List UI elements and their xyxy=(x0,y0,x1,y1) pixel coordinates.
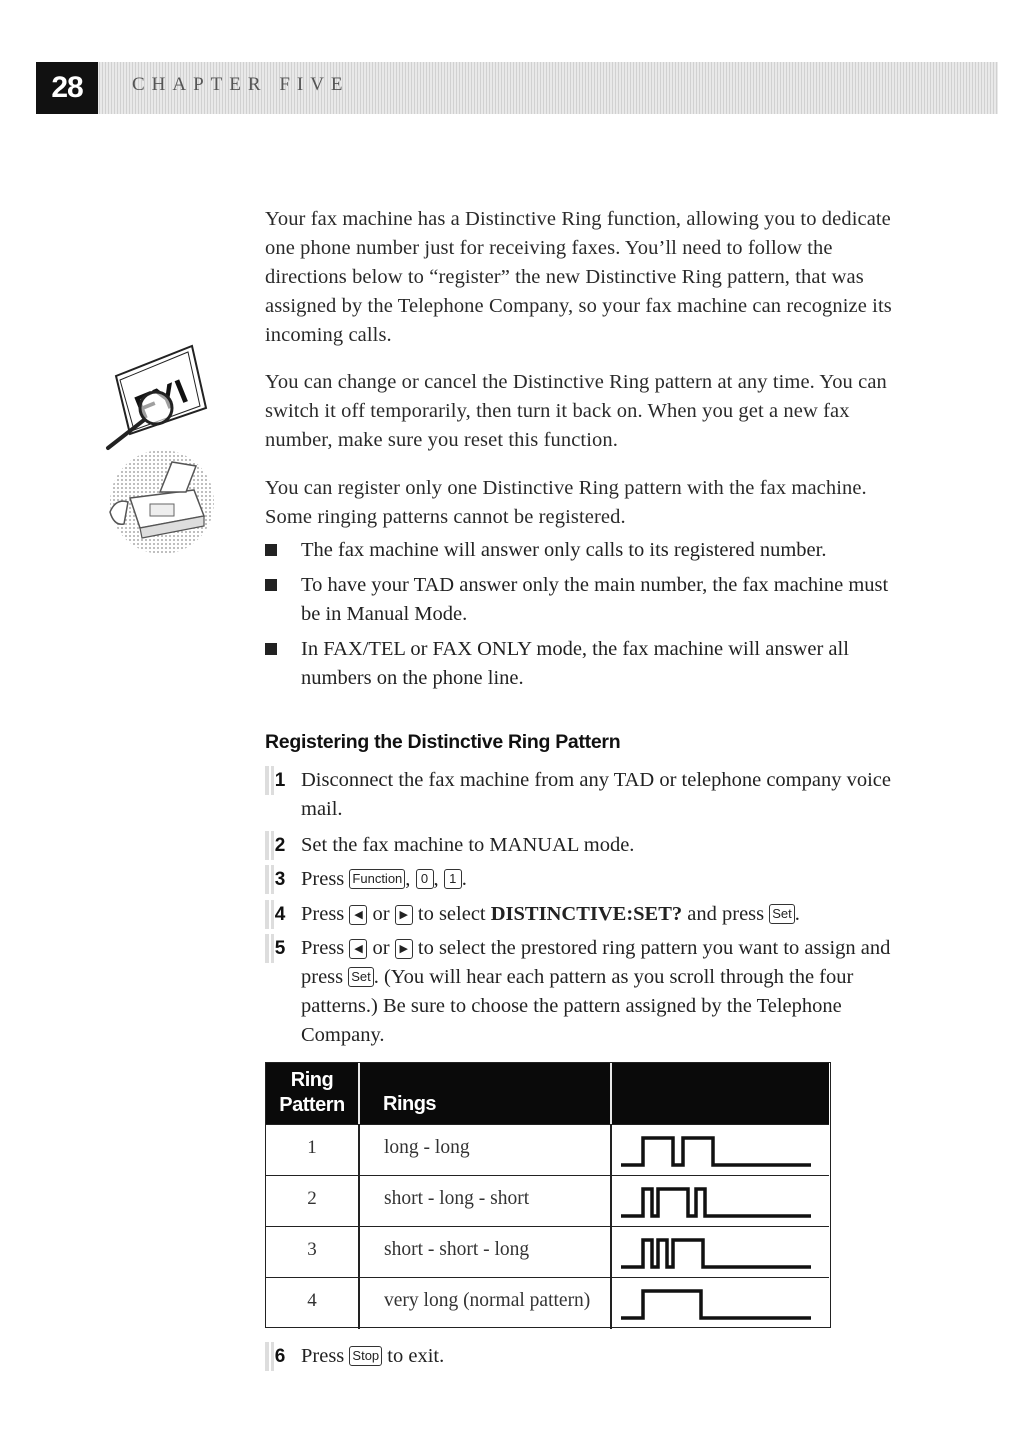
intro-paragraph: Your fax machine has a Distinctive Ring function, allowing you to dedicate one phone number just for receiving faxes. You’ll need to follow the directions below to “register” the new Distinctive Ring pattern, that was assigned by the Telephone Company, so your fax machine can recognize its incoming calls. xyxy=(265,208,892,346)
step-text: . (You will hear each pattern as you scroll through the four patterns.) Be sure to choose the pattern assigned by the Telephone Company. xyxy=(301,966,854,1046)
column-header-rings: Rings xyxy=(383,1093,437,1115)
step-number: 1 xyxy=(265,766,295,795)
column-header-pattern xyxy=(266,1068,358,1118)
ring-waveform-path xyxy=(621,1291,811,1318)
ring-waveform-path xyxy=(621,1240,811,1267)
ring-waveform-path xyxy=(621,1189,811,1216)
list-item: In FAX/TEL or FAX ONLY mode, the fax machine will answer all numbers on the phone line. xyxy=(265,635,895,693)
table-header xyxy=(266,1063,829,1125)
left-arrow-key-icon: ◀ xyxy=(349,905,367,925)
bullet-list xyxy=(265,536,895,699)
stop-key: Stop xyxy=(349,1346,382,1366)
menu-option: DISTINCTIVE:SET? xyxy=(490,903,683,925)
punctuation: , xyxy=(405,868,411,890)
ring-waveform-icon xyxy=(621,1184,811,1220)
change-paragraph: You can change or cancel the Distinctive Ring pattern at any time. You can switch it off temporarily, then turn it back on. When you get a new fax number, make sure you reset this function. xyxy=(265,371,887,451)
rings-description: short - short - long xyxy=(384,1239,530,1260)
step-3 xyxy=(265,865,895,894)
step-text: or xyxy=(372,937,390,959)
table-row xyxy=(266,1226,829,1277)
set-key: Set xyxy=(348,967,374,987)
column-header-pattern-line: Pattern xyxy=(279,1094,345,1116)
fyi-magnifier-icon xyxy=(94,338,212,456)
right-arrow-key-icon: ▶ xyxy=(395,939,413,959)
list-item: To have your TAD answer only the main number, the fax machine must be in Manual Mode. xyxy=(265,571,895,629)
step-5 xyxy=(265,934,895,1050)
table-row xyxy=(266,1175,829,1226)
right-arrow-key-icon: ▶ xyxy=(395,905,413,925)
step-number: 3 xyxy=(265,865,295,894)
rings-description: long - long xyxy=(384,1137,470,1158)
step-text: Press xyxy=(301,937,345,959)
left-arrow-key-icon: ◀ xyxy=(349,939,367,959)
step-text: Press xyxy=(301,1345,345,1367)
step-1 xyxy=(265,766,895,824)
register-one-paragraph: You can register only one Distinctive Ring pattern with the fax machine. Some ringing patterns cannot be registered. xyxy=(265,477,867,528)
step-number: 6 xyxy=(265,1342,295,1371)
digit-0-key: 0 xyxy=(416,869,434,889)
ring-waveform-icon xyxy=(621,1286,811,1322)
ring-pattern-table xyxy=(265,1062,831,1328)
pattern-number: 3 xyxy=(307,1239,317,1260)
step-number: 2 xyxy=(265,831,295,860)
step-number: 4 xyxy=(265,900,295,929)
step-number: 5 xyxy=(265,934,295,963)
section-heading: Registering the Distinctive Ring Pattern xyxy=(265,731,621,753)
punctuation: , xyxy=(433,868,439,890)
chapter-title: CHAPTER FIVE xyxy=(132,74,350,95)
pattern-number: 1 xyxy=(307,1137,317,1158)
step-text: Press xyxy=(301,868,345,890)
step-text: Set the fax machine to MANUAL mode. xyxy=(301,834,635,856)
step-text: Press xyxy=(301,903,345,925)
function-key: Function xyxy=(349,869,405,889)
pattern-number: 4 xyxy=(307,1290,317,1311)
step-text: and press xyxy=(687,903,765,925)
step-text: to select xyxy=(417,903,486,925)
table-row xyxy=(266,1124,829,1175)
table-row xyxy=(266,1277,829,1328)
step-text: to select the prestored ring pattern you want to assign and press xyxy=(301,937,891,988)
punctuation: . xyxy=(461,868,467,890)
list-item: The fax machine will answer only calls to its registered number. xyxy=(265,536,895,565)
step-6 xyxy=(265,1342,895,1371)
digit-1-key: 1 xyxy=(444,869,462,889)
punctuation: . xyxy=(794,903,800,925)
fax-machine-icon xyxy=(100,446,224,556)
ring-waveform-path xyxy=(621,1138,811,1165)
page-number: 28 xyxy=(36,62,98,114)
rings-description: very long (normal pattern) xyxy=(384,1290,591,1311)
column-header-pattern-line: Ring xyxy=(290,1069,334,1091)
step-text: to exit. xyxy=(387,1345,445,1367)
ring-waveform-icon xyxy=(621,1235,811,1271)
step-text: or xyxy=(372,903,390,925)
rings-description: short - long - short xyxy=(384,1188,530,1209)
header-divider xyxy=(610,1063,612,1125)
ring-waveform-icon xyxy=(621,1133,811,1169)
pattern-number: 2 xyxy=(307,1188,317,1209)
step-4 xyxy=(265,900,895,929)
set-key: Set xyxy=(769,904,795,924)
header-divider xyxy=(358,1063,360,1125)
step-2 xyxy=(265,831,895,860)
step-text: Disconnect the fax machine from any TAD or telephone company voice mail. xyxy=(301,769,891,820)
